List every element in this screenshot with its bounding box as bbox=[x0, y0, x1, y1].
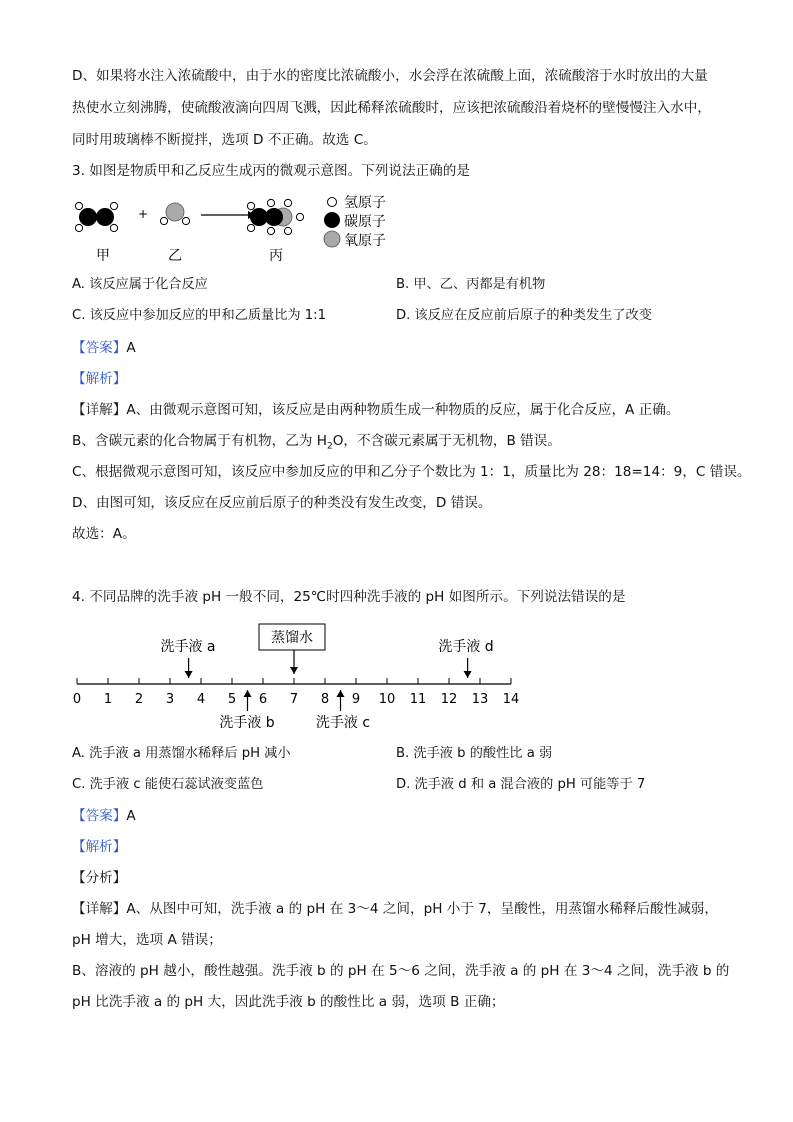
ph-tick-label: 5 bbox=[227, 692, 237, 707]
q3-detail-a-text: A、由微观示意图可知，该反应是由两种物质生成一种物质的反应，属于化合反应，A 正确。 bbox=[126, 402, 680, 418]
q4-answer-label: 【答案】 bbox=[72, 808, 127, 824]
q3-answer-label: 【答案】 bbox=[72, 340, 127, 356]
distilled-water-label: 蒸馏水 bbox=[271, 630, 313, 646]
q4-stem: 4. 不同品牌的洗手液 pH 一般不同，25℃时四种洗手液的 pH 如图所示。下列说法错误的是 bbox=[72, 589, 626, 605]
q4-detail-b2: pH 比洗手液 a 的 pH 大，因此洗手液 b 的酸性比 a 弱，选项 B 正确； bbox=[72, 994, 505, 1010]
q3-detail-c: C、根据微观示意图可知，该反应中参加反应的甲和乙分子个数比为 1：1，质量比为 28：18=14：9，C 错误。 bbox=[72, 464, 751, 480]
ph-tick-label: 13 bbox=[471, 692, 489, 707]
q3-reaction-diagram bbox=[60, 192, 420, 270]
q3-detail-b-pre: B、含碳元素的化合物属于有机物，乙为 H bbox=[72, 433, 327, 449]
q2-explanation-line-2: 热使水立刻沸腾，使硫酸液滴向四周飞溅，因此稀释浓硫酸时，应该把浓硫酸沿着烧杯的壁慢慢注入水中， bbox=[72, 100, 711, 116]
legend-hydrogen: 氢原子 bbox=[344, 195, 386, 211]
q4-answer: A bbox=[126, 808, 136, 824]
ph-tick-label: 1 bbox=[103, 692, 113, 707]
ph-tick-label: 10 bbox=[378, 692, 396, 707]
q3-detail-b-post: O，不含碳元素属于无机物，B 错误。 bbox=[332, 433, 561, 449]
soap-b-arrow bbox=[244, 690, 252, 711]
ph-tick-label: 8 bbox=[320, 692, 330, 707]
ph-tick-label: 2 bbox=[134, 692, 144, 707]
q3-detail-b-sub: 2 bbox=[326, 441, 333, 452]
q4-detail-label: 【详解】 bbox=[72, 901, 127, 917]
q3-detail-b bbox=[72, 431, 724, 457]
soap-c-label: 洗手液 c bbox=[315, 715, 371, 731]
q3-option-d[interactable]: D. 该反应在反应前后原子的种类发生了改变 bbox=[396, 308, 652, 323]
molecule-yi bbox=[160, 203, 189, 225]
label-yi: 乙 bbox=[168, 248, 182, 264]
soap-d-arrow bbox=[464, 658, 472, 678]
q4-option-c[interactable]: C. 洗手液 c 能使石蕊试液变蓝色 bbox=[72, 777, 264, 792]
q3-option-a[interactable]: A. 该反应属于化合反应 bbox=[72, 277, 208, 292]
ph-tick-label: 11 bbox=[409, 692, 427, 707]
soap-a-label: 洗手液 a bbox=[160, 639, 216, 655]
q3-answer: A bbox=[126, 340, 136, 356]
q2-explanation-line-1: D、如果将水注入浓硫酸中，由于水的密度比浓硫酸小，水会浮在浓硫酸上面，浓硫酸溶于水时放出的大量 bbox=[72, 68, 708, 84]
q4-detail-a2: pH 增大，选项 A 错误； bbox=[72, 932, 222, 948]
legend-oxygen: 氧原子 bbox=[344, 233, 386, 249]
q3-stem: 3. 如图是物质甲和乙反应生成丙的微观示意图。下列说法正确的是 bbox=[72, 163, 470, 179]
molecule-jia bbox=[75, 202, 117, 231]
q4-analysis-label: 【解析】 bbox=[72, 839, 127, 855]
q4-option-d[interactable]: D. 洗手液 d 和 a 混合液的 pH 可能等于 7 bbox=[396, 777, 646, 792]
q4-detail-a1-text: A、从图中可知，洗手液 a 的 pH 在 3～4 之间，pH 小于 7，呈酸性，用蒸馏水稀释后酸性减弱， bbox=[126, 901, 718, 917]
q2-explanation-line-3: 同时用玻璃棒不断搅拌，选项 D 不正确。故选 C。 bbox=[72, 132, 377, 148]
q3-detail-d: D、由图可知，该反应在反应前后原子的种类没有发生改变，D 错误。 bbox=[72, 495, 492, 511]
ph-scale-diagram bbox=[60, 615, 540, 740]
q3-option-b[interactable]: B. 甲、乙、丙都是有机物 bbox=[396, 277, 546, 292]
q3-detail-label: 【详解】 bbox=[72, 402, 127, 418]
ph-tick-label: 3 bbox=[165, 692, 175, 707]
plus-sign: + bbox=[138, 207, 149, 221]
ph-tick-label: 9 bbox=[351, 692, 361, 707]
q3-analysis-label: 【解析】 bbox=[72, 371, 127, 387]
label-bing: 丙 bbox=[269, 248, 283, 264]
ph-tick-label: 7 bbox=[289, 692, 299, 707]
soap-c-arrow bbox=[337, 690, 345, 711]
label-jia: 甲 bbox=[96, 248, 110, 264]
ph-tick-label: 0 bbox=[72, 692, 82, 707]
q3-answer-row bbox=[72, 338, 724, 358]
q3-option-c[interactable]: C. 该反应中参加反应的甲和乙质量比为 1:1 bbox=[72, 308, 327, 323]
ph-tick-label: 14 bbox=[502, 692, 520, 707]
q4-answer-row bbox=[72, 806, 724, 826]
atom-legend bbox=[324, 195, 386, 249]
q4-fenxi-label: 【分析】 bbox=[72, 870, 127, 886]
distilled-water-arrow bbox=[290, 650, 298, 674]
reaction-arrow bbox=[201, 211, 256, 219]
molecule-bing bbox=[247, 199, 303, 234]
ph-tick-label: 6 bbox=[258, 692, 268, 707]
q4-option-b[interactable]: B. 洗手液 b 的酸性比 a 弱 bbox=[396, 746, 553, 761]
ph-tick-label: 12 bbox=[440, 692, 458, 707]
soap-d-label: 洗手液 d bbox=[438, 639, 494, 655]
q4-detail-b1: B、溶液的 pH 越小，酸性越强。洗手液 b 的 pH 在 5～6 之间，洗手液 a 的 pH 在 3～4 之间，洗手液 b 的 bbox=[72, 963, 730, 979]
q3-detail-a bbox=[72, 400, 724, 420]
q4-detail-a1 bbox=[72, 899, 724, 919]
ph-tick-label: 4 bbox=[196, 692, 206, 707]
soap-a-arrow bbox=[185, 658, 193, 678]
q3-conclusion: 故选：A。 bbox=[72, 526, 136, 542]
soap-b-label: 洗手液 b bbox=[219, 715, 275, 731]
q4-option-a[interactable]: A. 洗手液 a 用蒸馏水稀释后 pH 减小 bbox=[72, 746, 291, 761]
ph-ticks bbox=[73, 678, 519, 707]
legend-carbon: 碳原子 bbox=[344, 214, 386, 230]
